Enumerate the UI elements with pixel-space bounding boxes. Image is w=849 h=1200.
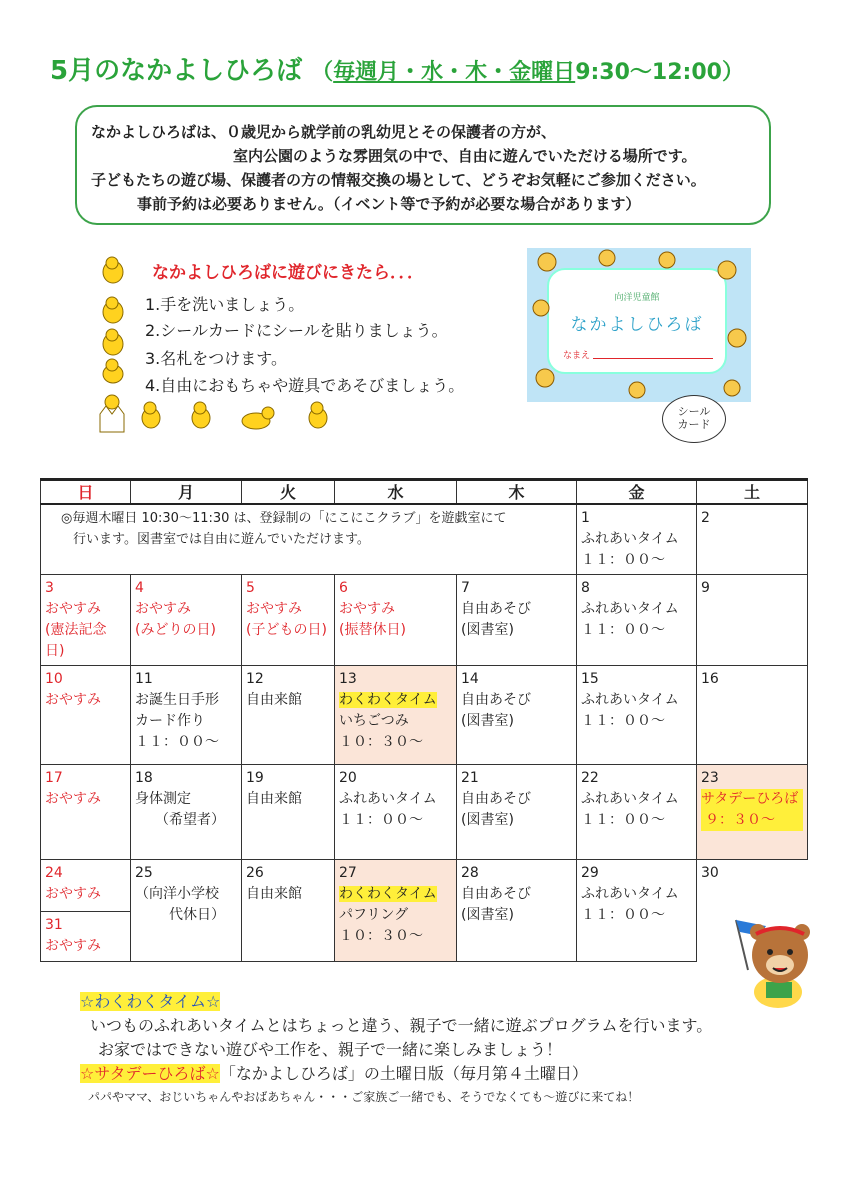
card-name-label: なまえ: [563, 351, 591, 361]
bear-mascot-icon: [718, 910, 818, 1010]
day-cell: 20 ふれあいタイム １１：００～: [335, 765, 457, 860]
chick-icon: [103, 257, 123, 383]
waku-title-text: ☆わくわくタイム☆: [80, 992, 221, 1011]
page-title: [50, 50, 744, 87]
card-org: 向洋児童館: [614, 293, 660, 303]
waku-line-1: いつものふれあいタイムとはちょっと違う、親子で一緒に遊ぶプログラムを行います。: [90, 1016, 713, 1035]
weekday-wed: 水: [335, 480, 457, 505]
day-cell: 28 自由あそび (図書室): [457, 860, 577, 962]
weekday-fri: 金: [577, 480, 697, 505]
day-cell: 12 自由来館: [242, 666, 335, 765]
title-main: 5月のなかよしひろば: [50, 56, 303, 86]
day-cell: 29 ふれあいタイム １１：００～: [577, 860, 697, 962]
weekday-sun: 日: [41, 480, 131, 505]
day-cell: 4 おやすみ (みどりの日): [131, 575, 242, 666]
day-cell-event: 27 わくわくタイム パフリング １０：３０～: [335, 860, 457, 962]
step-1: 1.手を洗いましょう。: [145, 295, 305, 314]
schedule-time: 9:30～12:00: [575, 60, 722, 85]
intro-line: 事前予約は必要ありません。（イベント等で予約が必要な場合があります）: [137, 195, 641, 213]
notice-line: 行います。図書室では自由に遊んでいただけます。: [73, 532, 370, 547]
saturday-line-2: パパやママ、おじいちゃんやおばあちゃん・・・ご家族ご一緒でも、そうでなくても～遊びに来てね！: [88, 1090, 640, 1104]
notice-line: ◎毎週木曜日 10:30～11:30 は、登録制の「にこにこクラブ」を遊戯室にて: [61, 511, 507, 526]
day-cell: 22 ふれあいタイム １１：００～: [577, 765, 697, 860]
day-cell: 2: [697, 504, 808, 575]
waku-label: わくわくタイム: [339, 692, 437, 708]
calendar-notice: [41, 504, 577, 575]
title-schedule: （毎週月・水・木・金曜日9:30～12:00）: [311, 60, 744, 85]
visit-title: なかよしひろばに遊びにきたら．．．: [152, 263, 424, 283]
step-4: 4.自由におもちゃや遊具であそびましょう。: [145, 376, 465, 395]
weekday-thu: 木: [457, 480, 577, 505]
saturday-event-label: サタデーひろば: [701, 789, 803, 810]
waku-label: わくわくタイム: [339, 886, 437, 902]
day-cell: 14 自由あそび (図書室): [457, 666, 577, 765]
schedule-days: 毎週月・水・木・金曜日: [333, 60, 576, 85]
day-cell: 7 自由あそび (図書室): [457, 575, 577, 666]
saturday-section: [80, 1061, 588, 1084]
day-cell: 3 おやすみ (憲法記念 日): [41, 575, 131, 666]
saturday-desc: 「なかよしひろば」の土曜日版（毎月第４土曜日）: [219, 1064, 588, 1083]
day-cell: 30: [697, 860, 808, 962]
day-cell: 8 ふれあいタイム １１：００～: [577, 575, 697, 666]
day-cell: 6 おやすみ (振替休日): [335, 575, 457, 666]
day-cell: 21 自由あそび (図書室): [457, 765, 577, 860]
card-name: なかよしひろば: [570, 315, 704, 335]
calendar-week-5: [41, 860, 808, 912]
day-cell: 1 ふれあいタイム １１：００～: [577, 504, 697, 575]
day-cell: 25 （向洋小学校 代休日）: [131, 860, 242, 962]
calendar-week-1: [41, 504, 808, 575]
sticker-card-callout: [662, 395, 726, 443]
intro-line: なかよしひろばは、０歳児から就学前の乳幼児とその保護者の方が、: [91, 123, 557, 141]
step-3: 3.名札をつけます。: [145, 349, 287, 368]
day-cell: 24 おやすみ: [41, 860, 131, 912]
intro-box: [75, 105, 771, 225]
day-cell: 18 身体測定 （希望者）: [131, 765, 242, 860]
waku-title: [80, 989, 220, 1012]
day-cell-event: 13 わくわくタイム いちごつみ １０：３０～: [335, 666, 457, 765]
day-cell: 17 おやすみ: [41, 765, 131, 860]
calendar-week-4: [41, 765, 808, 860]
calendar-header-row: [41, 480, 808, 505]
day-cell: 9: [697, 575, 808, 666]
weekday-tue: 火: [242, 480, 335, 505]
day-cell: 5 おやすみ (子どもの日): [242, 575, 335, 666]
sticker-card: [527, 248, 751, 402]
weekday-mon: 月: [131, 480, 242, 505]
day-cell: 19 自由来館: [242, 765, 335, 860]
calendar-week-3: [41, 666, 808, 765]
card-decoration-icons: [527, 248, 751, 402]
calendar-week-2: [41, 575, 808, 666]
day-cell: 31 おやすみ: [41, 912, 131, 962]
step-2: 2.シールカードにシールを貼りましょう。: [145, 321, 448, 340]
callout-line: シール: [677, 405, 711, 418]
day-cell: 11 お誕生日手形 カード作り １１：００～: [131, 666, 242, 765]
calendar-table: [40, 478, 808, 962]
intro-line: 室内公園のような雰囲気の中で、自由に遊んでいただける場所です。: [233, 147, 697, 165]
day-cell: 15 ふれあいタイム １１：００～: [577, 666, 697, 765]
day-cell: 26 自由来館: [242, 860, 335, 962]
weekday-sat: 土: [697, 480, 808, 505]
day-cell-event: 23 サタデーひろば ９：３０～: [697, 765, 808, 860]
waku-line-2: お家ではできない遊びや工作を、親子で一緒に楽しみましょう！: [98, 1040, 563, 1059]
callout-line: カード: [677, 418, 711, 431]
chick-icons-column: [98, 254, 130, 384]
day-cell: 10 おやすみ: [41, 666, 131, 765]
saturday-title: ☆サタデーひろば☆: [80, 1064, 220, 1083]
intro-line: 子どもたちの遊び場、保護者の方の情報交換の場として、どうぞお気軽にご参加ください。: [91, 171, 706, 189]
day-cell: 16: [697, 666, 808, 765]
